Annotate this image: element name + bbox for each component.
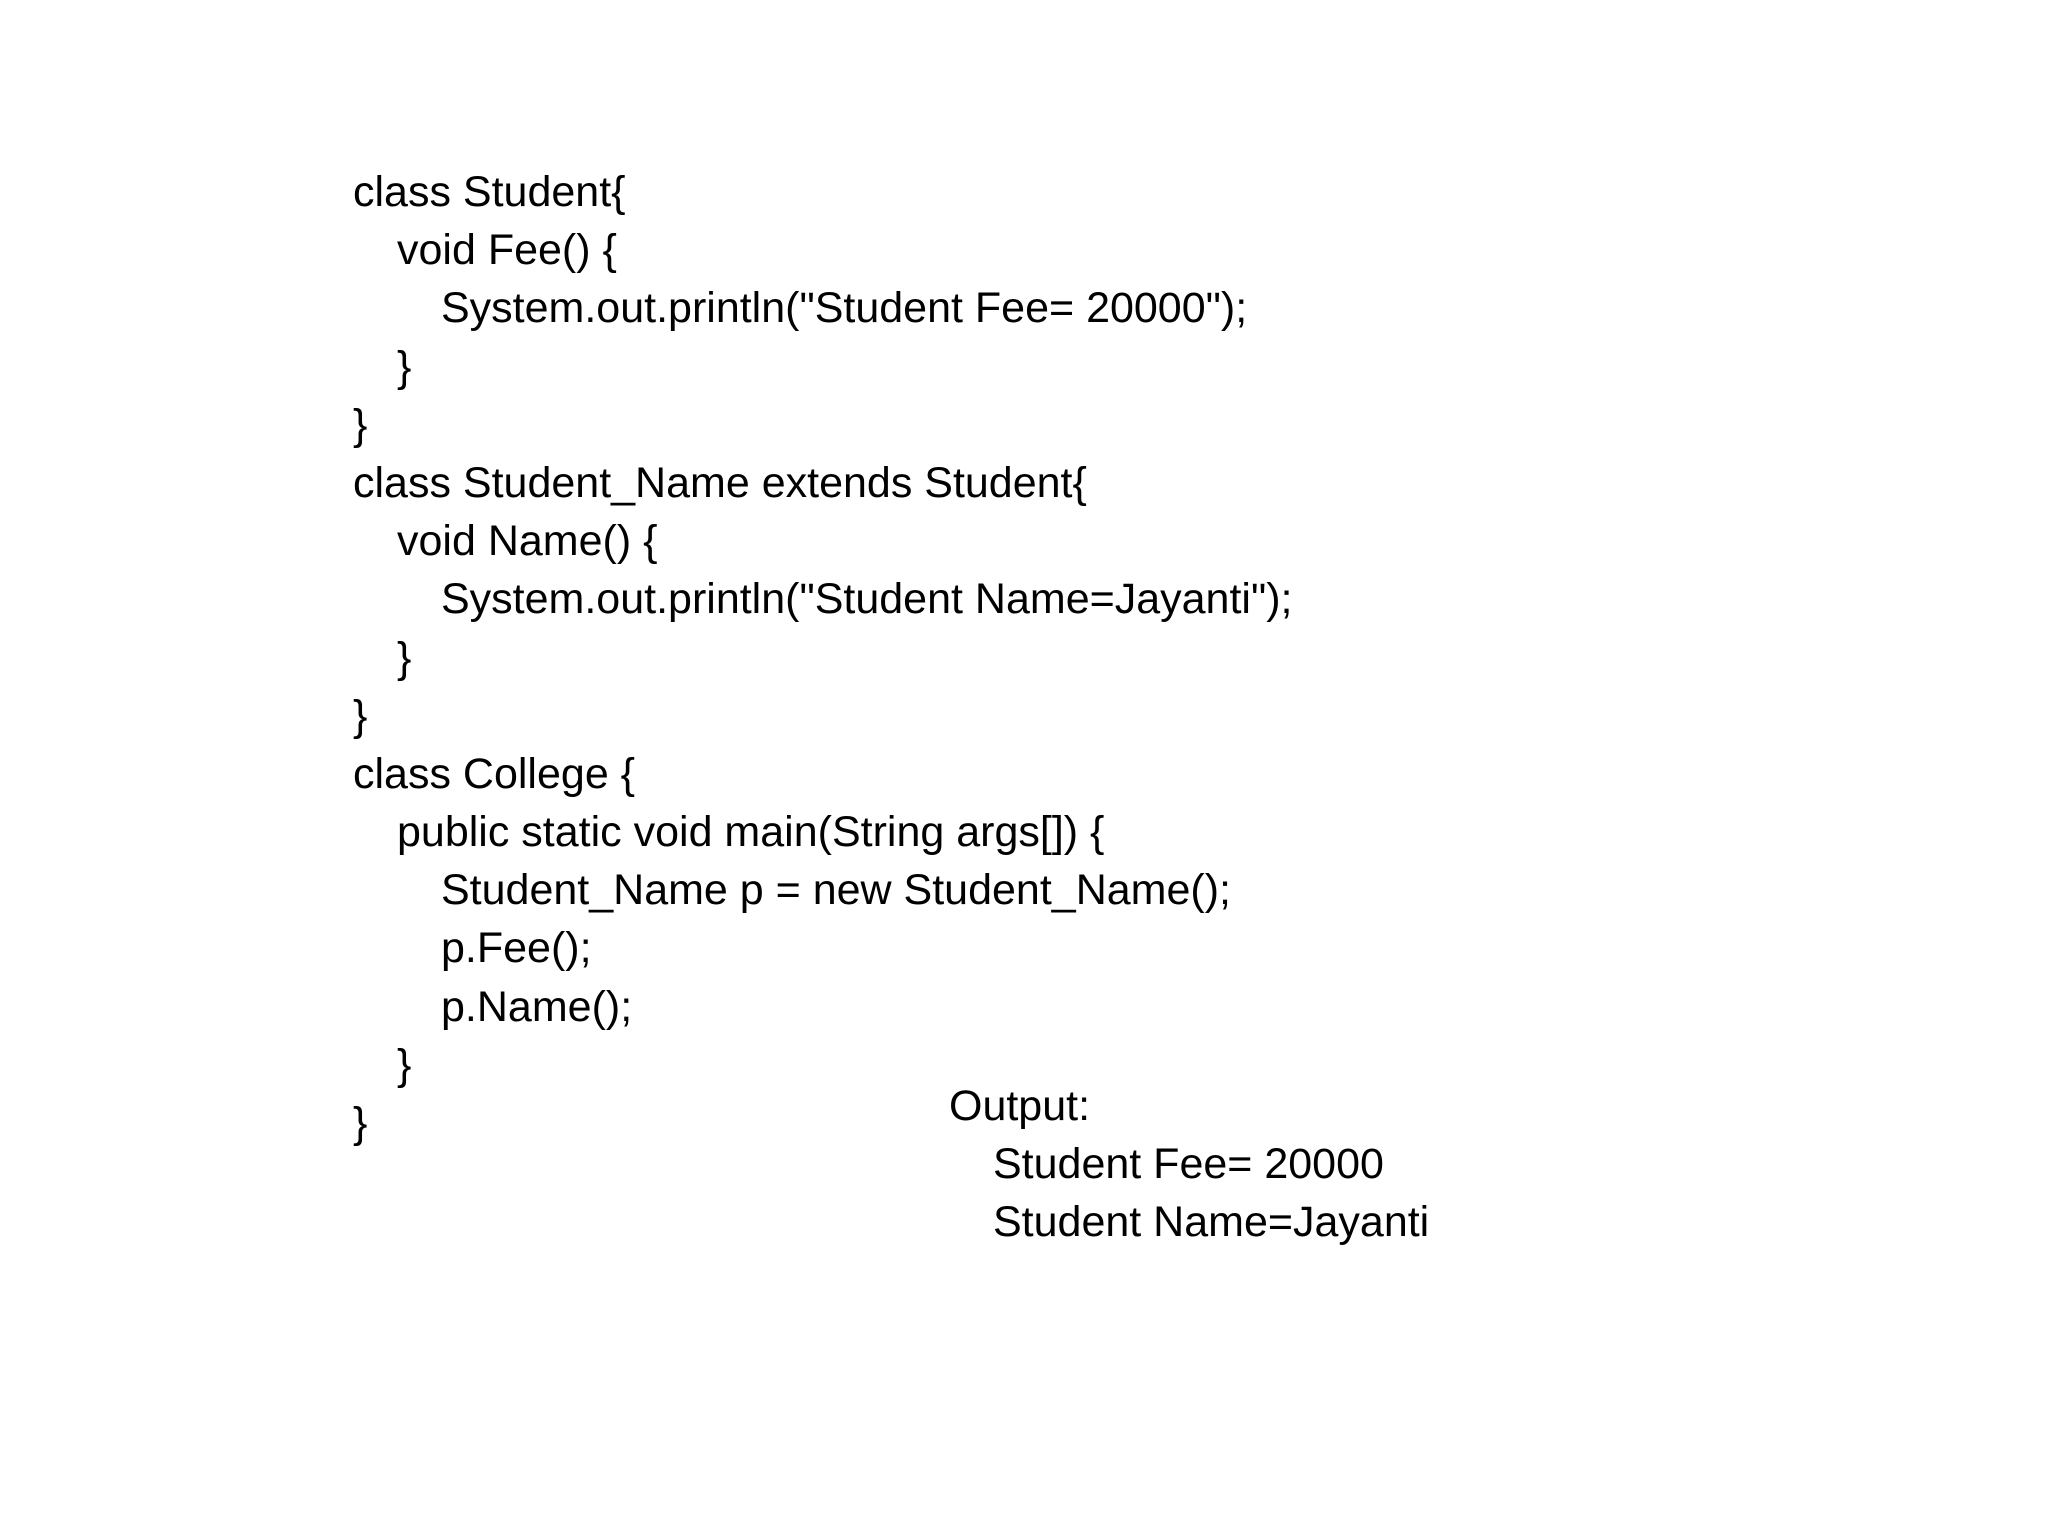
code-line: } (397, 633, 412, 682)
program-output (949, 1077, 1649, 1252)
code-line: System.out.println("Student Name=Jayanti"); (441, 575, 1293, 624)
code-line: } (353, 691, 368, 740)
code-line: class Student_Name extends Student{ (353, 458, 1087, 507)
code-line: Student_Name p = new Student_Name(); (441, 866, 1231, 915)
output-line: Student Name=Jayanti (993, 1198, 1430, 1247)
code-line: } (397, 1040, 412, 1089)
code-line: System.out.println("Student Fee= 20000"); (441, 284, 1248, 333)
output-line: Student Fee= 20000 (993, 1140, 1384, 1189)
java-code-listing (353, 163, 1553, 1152)
code-line: p.Name(); (441, 982, 633, 1031)
code-line: void Name() { (397, 517, 658, 566)
code-line: } (353, 400, 368, 449)
code-line: void Fee() { (397, 226, 617, 275)
output-heading: Output: (949, 1082, 1091, 1130)
code-line: } (353, 1099, 368, 1147)
code-line: p.Fee(); (441, 924, 592, 973)
code-line: public static void main(String args[]) { (397, 808, 1105, 857)
code-line: class Student{ (353, 168, 626, 216)
code-line: } (397, 342, 412, 391)
code-line: class College { (353, 749, 636, 798)
